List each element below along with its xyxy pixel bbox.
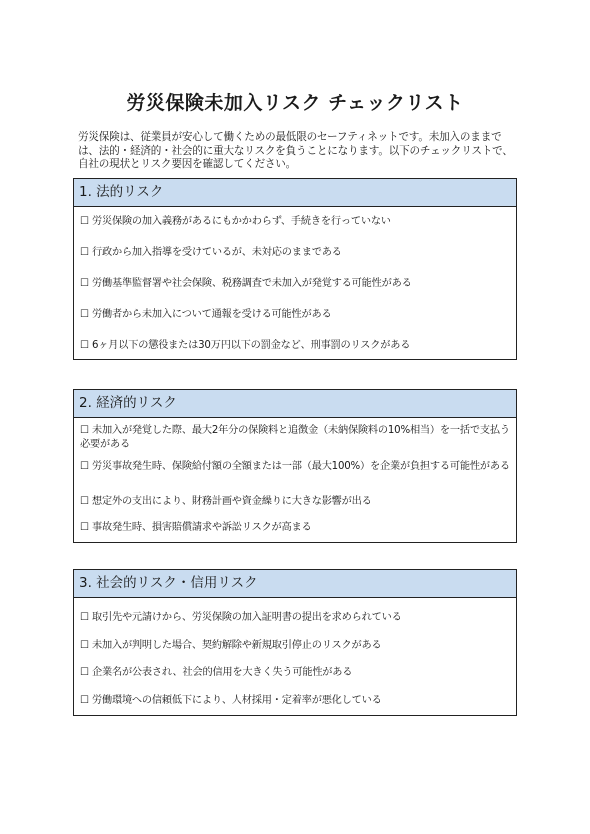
checkbox-icon[interactable]: ☐	[80, 278, 89, 289]
checklist-item-text: 6ヶ月以下の懲役または30万円以下の罰金など、刑事罰のリスクがある	[91, 340, 411, 351]
checklist-item[interactable]	[80, 639, 510, 653]
checklist-item-text: 想定外の支出により、財務計画や資金繰りに大きな影響が出る	[91, 496, 372, 507]
checklist-item-text: 未加入が判明した場合、契約解除や新規取引停止のリスクがある	[91, 640, 382, 651]
checklist-item-text: 事故発生時、損害賠償請求や訴訟リスクが高まる	[91, 522, 312, 533]
checklist-item[interactable]	[80, 694, 510, 708]
section-social-credit-risk	[73, 569, 517, 716]
checklist-item-text: 労働者から未加入について通報を受ける可能性がある	[91, 309, 332, 320]
checklist-item-text: 労災保険の加入義務があるにもかかわらず、手続きを行っていない	[91, 216, 391, 227]
checkbox-icon[interactable]: ☐	[80, 247, 89, 258]
checkbox-icon[interactable]: ☐	[80, 667, 89, 678]
checklist-item[interactable]	[80, 460, 510, 474]
checkbox-icon[interactable]: ☐	[80, 340, 89, 351]
checkbox-icon[interactable]: ☐	[80, 496, 89, 507]
checklist-item-text: 労働基準監督署や社会保険、税務調査で未加入が発覚する可能性がある	[91, 278, 412, 289]
checkbox-icon[interactable]: ☐	[80, 461, 89, 472]
checklist-item[interactable]	[80, 521, 510, 535]
checklist-item-text: 行政から加入指導を受けているが、未対応のままである	[91, 247, 342, 258]
checklist-item[interactable]	[80, 215, 510, 229]
checklist-item[interactable]	[80, 308, 510, 322]
checkbox-icon[interactable]: ☐	[80, 640, 89, 651]
checklist-item[interactable]	[80, 424, 510, 452]
checklist-item[interactable]	[80, 495, 510, 509]
checkbox-icon[interactable]: ☐	[80, 522, 89, 533]
checklist-item-text: 労災事故発生時、保険給付額の全額または一部（最大100%）を企業が負担する可能性がある	[91, 461, 510, 472]
section-heading: 3. 社会的リスク・信用リスク	[74, 570, 516, 598]
checklist-item[interactable]	[80, 339, 510, 353]
checklist-item[interactable]	[80, 246, 510, 260]
checklist-item[interactable]	[80, 277, 510, 291]
checklist-item[interactable]	[80, 666, 510, 680]
checklist-item-text: 取引先や元請けから、労災保険の加入証明書の提出を求められている	[91, 612, 402, 623]
checkbox-icon[interactable]: ☐	[80, 695, 89, 706]
section-economic-risk	[73, 389, 517, 543]
checklist-item-text: 労働環境への信頼低下により、人材採用・定着率が悪化している	[91, 695, 382, 706]
checkbox-icon[interactable]: ☐	[80, 309, 89, 320]
page-title: 労災保険未加入リスク チェックリスト	[126, 92, 464, 114]
checkbox-icon[interactable]: ☐	[80, 216, 89, 227]
checkbox-icon[interactable]: ☐	[80, 425, 89, 436]
intro-paragraph: 労災保険は、従業員が安心して働くための最低限のセーフティネットです。未加入のままでは、法的・経済的・社会的に重大なリスクを負うことになります。以下のチェックリストで、自社の現状とリスク要因を確認してください。	[78, 131, 513, 170]
checklist-item-text: 未加入が発覚した際、最大2年分の保険料と追徴金（未納保険料の10%相当）を一括で支払う必要がある	[80, 425, 510, 450]
section-legal-risk	[73, 178, 517, 360]
section-heading: 2. 経済的リスク	[74, 390, 516, 418]
section-heading: 1. 法的リスク	[74, 179, 516, 207]
checkbox-icon[interactable]: ☐	[80, 612, 89, 623]
checklist-item[interactable]	[80, 611, 510, 625]
checklist-item-text: 企業名が公表され、社会的信用を大きく失う可能性がある	[91, 667, 353, 678]
